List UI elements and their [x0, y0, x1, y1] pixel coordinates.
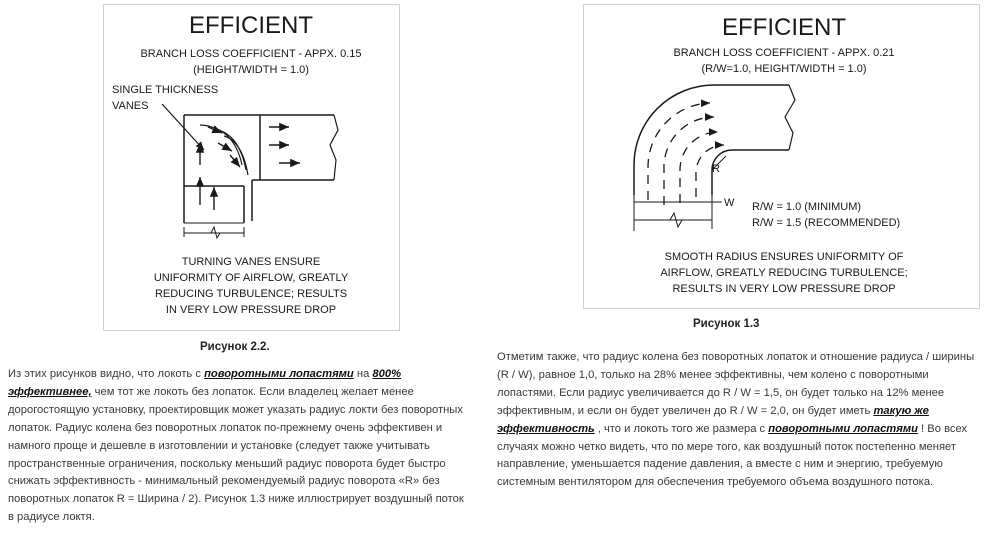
- figure-subtitle: BRANCH LOSS COEFFICIENT - APPX. 0.21: [673, 47, 895, 59]
- figure-title: EFFICIENT: [189, 12, 313, 39]
- smooth-radius-diagram: [584, 5, 979, 308]
- figure-note-line: SMOOTH RADIUS ENSURES UNIFORMITY OF: [664, 251, 904, 263]
- rw-recommended: R/W = 1.5 (RECOMMENDED): [752, 217, 901, 229]
- width-dimension: [634, 202, 722, 227]
- text-run: Отметим также, что радиус колена без поворотных лопаток и отношение радиуса / ширины (R / W), равное 1,0, только на 28% менее эффективны, чем колено с поворотными лопастями. Если радиус увеличивается до R / W = 1,5, он будет только на 12% менее эффективным, и если он будет увеличен до R / W = 2,0, он будет иметь: [497, 351, 975, 417]
- figure-note-line: TURNING VANES ENSURE: [181, 256, 321, 268]
- width-label: W: [724, 197, 735, 209]
- dimension-line: [184, 227, 244, 238]
- figure-subtitle: BRANCH LOSS COEFFICIENT - APPX. 0.15: [140, 48, 362, 60]
- figure-note-line: IN VERY LOW PRESSURE DROP: [165, 304, 337, 316]
- figure-caption-right: Рисунок 1.3: [693, 318, 760, 330]
- vanes-label-2: VANES: [112, 100, 149, 112]
- paragraph-right: [497, 349, 980, 492]
- figure-turning-vanes: [103, 4, 400, 331]
- radius-label: R: [712, 163, 720, 175]
- figure-title: EFFICIENT: [722, 14, 846, 41]
- figure-note-line: REDUCING TURBULENCE; RESULTS: [154, 288, 348, 300]
- emphasis-text: поворотными лопастями: [768, 422, 918, 435]
- figure-note-line: AIRFLOW, GREATLY REDUCING TURBULENCE;: [660, 267, 908, 279]
- elbow-duct: [184, 115, 338, 223]
- turning-vanes-diagram: [104, 5, 399, 330]
- text-run: чем тот же локоть без лопаток. Если владелец желает менее дорогостоящую установку, проектировщик может указать радиус локти без поворотных лопаток. Радиус колена без поворотных лопаток по-прежнему очень эффективен и намного проще и дешевле в изготовлении и установке (следует также учитывать пространственные ограничения, поскольку меньший радиус поворота будет быстро снижать эффективность - минимальный рекомендуемый радиус поворота «R» без поворотных лопаток R = Ширина / 2). Рисунок 1.3 ниже иллюстрирует воздушный поток в радиусе локтя.: [8, 385, 464, 524]
- text-run: ! Во всех случаях можно четко видеть, что по мере того, как воздушный поток постепенно меняет направление, уменьшается падение давления, а вместе с ним и энергию, требуемую системным вентилятором для обеспечения требуемого объема воздушного потока.: [497, 422, 968, 489]
- emphasis-text: такую же эффективность: [497, 404, 929, 435]
- figure-caption-left: Рисунок 2.2.: [200, 341, 270, 353]
- paragraph-left: [8, 366, 472, 527]
- figure-subtitle-2: (R/W=1.0, HEIGHT/WIDTH = 1.0): [701, 63, 867, 75]
- figure-note-line: UNIFORMITY OF AIRFLOW, GREATLY: [153, 272, 349, 284]
- vanes-label: SINGLE THICKNESS: [112, 84, 219, 96]
- vanes: [200, 125, 248, 175]
- figure-smooth-radius: [583, 4, 980, 309]
- text-run: , что и локоть того же размера с: [594, 422, 769, 435]
- emphasis-text: поворотными лопастями: [204, 368, 354, 380]
- flow-arrows: [200, 127, 300, 210]
- emphasis-text: 800% эффективнее,: [8, 368, 402, 398]
- figure-note-line: RESULTS IN VERY LOW PRESSURE DROP: [672, 283, 896, 295]
- label-pointer: [162, 104, 204, 150]
- text-run: на: [353, 368, 373, 380]
- figure-subtitle-2: (HEIGHT/WIDTH = 1.0): [193, 64, 309, 76]
- text-run: Из этих рисунков видно, что локоть с: [8, 368, 205, 380]
- rw-minimum: R/W = 1.0 (MINIMUM): [752, 201, 862, 213]
